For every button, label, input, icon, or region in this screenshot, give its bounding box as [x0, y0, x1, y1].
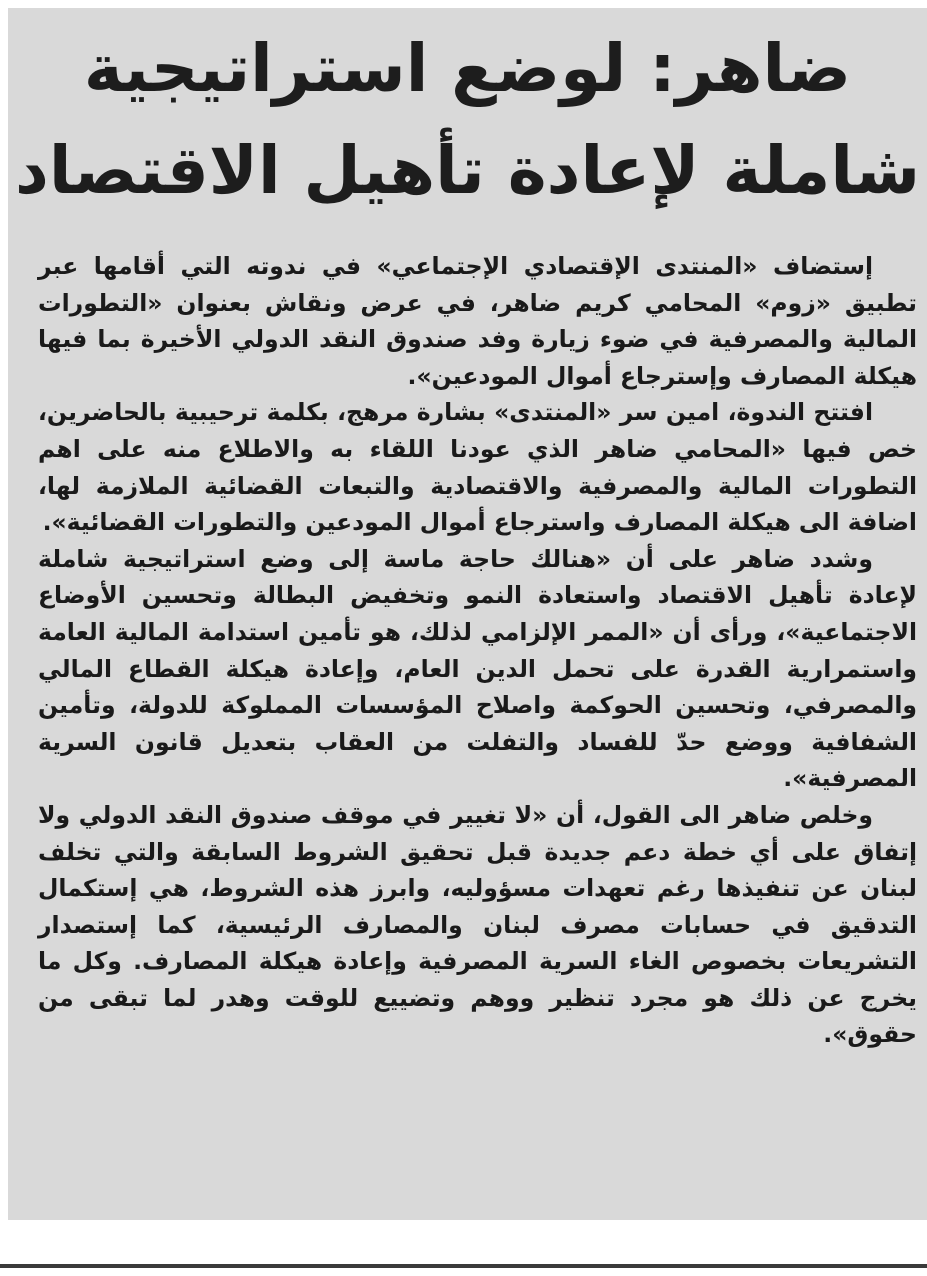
headline — [8, 8, 927, 222]
bottom-rule — [0, 1264, 927, 1268]
paragraph-4: وخلص ضاهر الى القول، أن «لا تغيير في موقف صندوق النقد الدولي ولا إتفاق على أي خطة دعم جديدة قبل تحقيق الشروط السابقة والتي تخلف لبنان عن تنفيذها رغم تعهدات مسؤوليه، وابرز هذه الشروط، هي إستكمال التدقيق في حسابات مصرف لبنان والمصارف الرئيسية، كما إستصدار التشريعات بخصوص الغاء السرية المصرفية وإعادة هيكلة المصارف. وكل ما يخرج عن ذلك هو مجرد تنظير ووهم وتضييع للوقت وهدر لما تبقى من حقوق». — [38, 800, 917, 1049]
article-body — [38, 248, 917, 1053]
paragraph-1: إستضاف «المنتدى الإقتصادي الإجتماعي» في ندوته التي أقامها عبر تطبيق «زوم» المحامي كريم ضاهر، في عرض ونقاش بعنوان «التطورات المالية والمصرفية في ضوء زيارة وفد صندوق النقد الدولي الأخيرة بما فيها هيكلة المصارف وإسترجاع أموال المودعين». — [38, 252, 917, 390]
paragraph-2: افتتح الندوة، امين سر «المنتدى» بشارة مرهج، بكلمة ترحيبية بالحاضرين، خص فيها «المحامي ضاهر الذي عودنا اللقاء به والاطلاع منه على اهم التطورات المالية والمصرفية والاقتصادية والتبعات القضائية الملازمة لها، اضافة الى هيكلة المصارف واسترجاع أموال المودعين والتطورات القضائية». — [38, 398, 917, 537]
article-box — [8, 8, 927, 1220]
headline-line-2: شاملة لإعادة تأهيل الاقتصاد — [14, 132, 921, 209]
headline-line-1: ضاهر: لوضع استراتيجية — [83, 30, 852, 107]
paragraph-3: وشدد ضاهر على أن «هنالك حاجة ماسة إلى وضع استراتيجية شاملة لإعادة تأهيل الاقتصاد واستعادة النمو وتخفيض البطالة وتحسين الأوضاع الاجتماعية»، ورأى أن «الممر الإلزامي لذلك، هو تأمين استدامة المالية العامة واستمرارية القدرة على تحمل الدين العام، وإعادة هيكلة القطاع المالي والمصرفي، وتحسين الحوكمة واصلاح المؤسسات المملوكة للدولة، وتأمين الشفافية ووضع حدّ للفساد والتفلت من العقاب بتعديل قانون السرية المصرفية». — [38, 544, 917, 793]
